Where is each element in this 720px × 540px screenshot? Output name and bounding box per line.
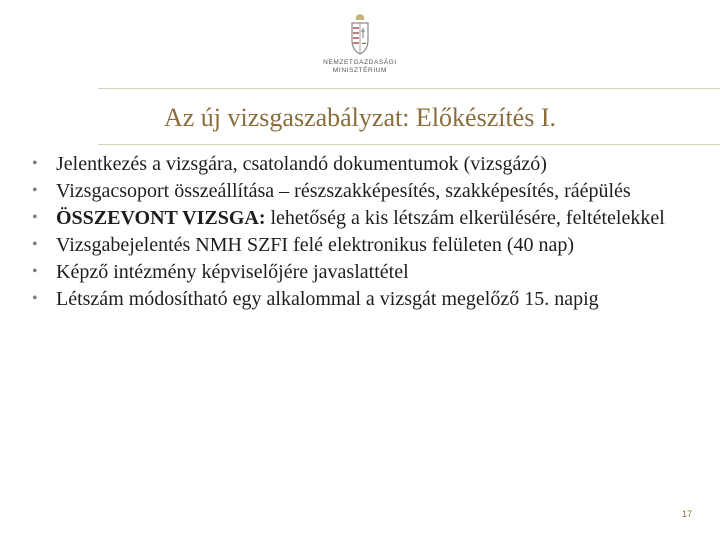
coat-of-arms-icon <box>347 14 373 56</box>
list-item <box>0 232 700 258</box>
bullet-icon: • <box>32 236 38 253</box>
ministry-logo <box>300 14 420 84</box>
list-item-text: Vizsgacsoport összeállítása – részszakképesítés, szakképesítés, ráépülés <box>56 180 631 202</box>
bullet-icon: • <box>32 290 38 307</box>
list-item-text: Képző intézmény képviselőjére javaslattétel <box>56 261 409 283</box>
list-item-text: lehetőség a kis létszám elkerülésére, feltételekkel <box>265 207 665 229</box>
list-item <box>0 151 700 177</box>
list-item <box>0 286 700 312</box>
bullet-icon: • <box>32 155 38 172</box>
list-item-text: Létszám módosítható egy alkalommal a vizsgát megelőző 15. napig <box>56 288 599 310</box>
bullet-icon: • <box>32 209 38 226</box>
list-item <box>0 259 700 285</box>
list-item-bold-text: ÖSSZEVONT VIZSGA: <box>56 207 266 229</box>
page-number: 17 <box>681 509 692 519</box>
list-item <box>0 178 700 204</box>
ministry-name-line2: MINISZTÉRIUM <box>332 67 388 74</box>
header-divider <box>98 88 720 89</box>
list-item-text: Jelentkezés a vizsgára, csatolandó dokumentumok (vizsgázó) <box>56 153 547 175</box>
ministry-name-line1: NEMZETGAZDASÁGI <box>323 59 397 66</box>
bullet-list <box>0 151 700 313</box>
list-item <box>0 205 700 231</box>
bullet-icon: • <box>32 182 38 199</box>
slide-title: Az új vizsgaszabályzat: Előkészítés I. <box>163 103 557 132</box>
title-divider <box>98 144 720 145</box>
bullet-icon: • <box>32 263 38 280</box>
list-item-text: Vizsgabejelentés NMH SZFI felé elektronikus felületen (40 nap) <box>56 234 575 256</box>
ministry-name <box>300 59 420 75</box>
